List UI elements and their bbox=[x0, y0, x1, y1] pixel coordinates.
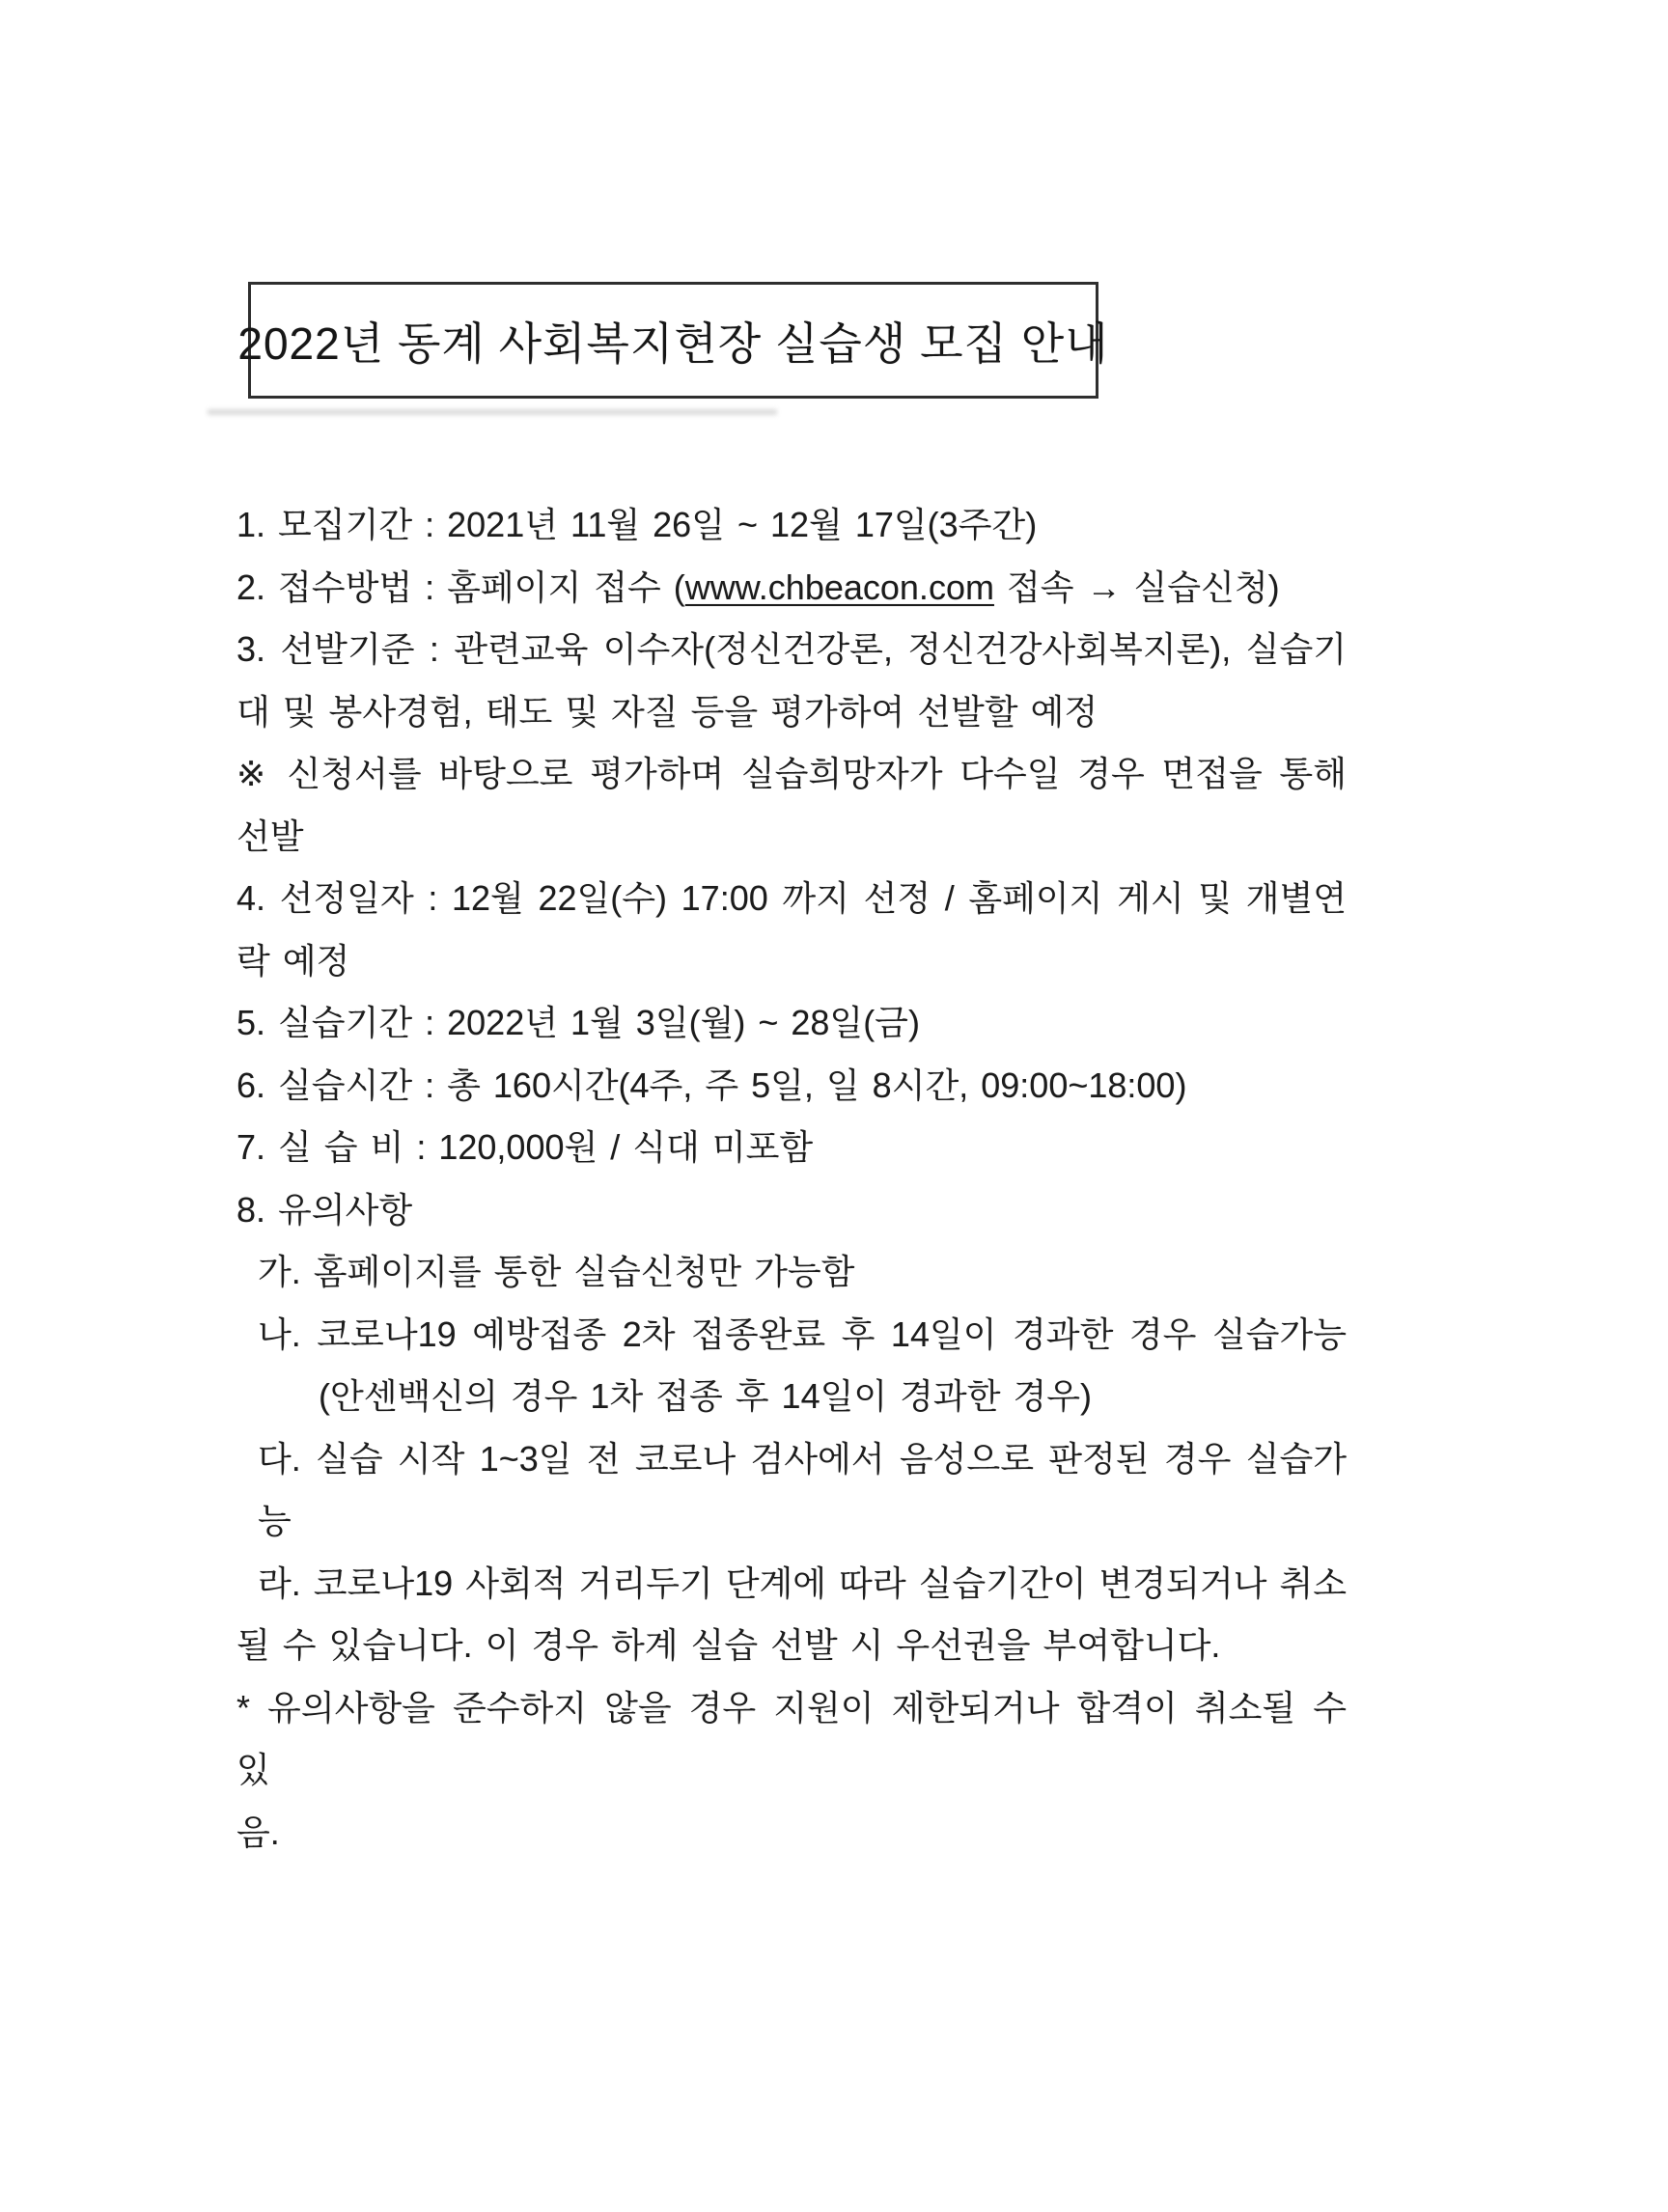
text-line-selection-criteria-wrap: 대 및 봉사경험, 태도 및 자질 등을 평가하여 선발할 예정 bbox=[236, 691, 1098, 732]
text-line-recruit-period: 1. 모집기간 : 2021년 11월 26일 ~ 12월 17일(3주간) bbox=[236, 505, 1038, 544]
text-line-precaution-na: 나. 코로나19 예방접종 2차 접종완료 후 14일이 경과한 경우 실습가능 bbox=[258, 1313, 1347, 1354]
text-line-precaution-na-wrap: (안센백신의 경우 1차 접종 후 14일이 경과한 경우) bbox=[319, 1376, 1093, 1416]
text-line-asterisk-note: * 유의사항을 준수하지 않을 경우 지원이 제한되거나 합격이 취소될 수 있 bbox=[236, 1687, 1360, 1789]
text-line-practice-fee: 7. 실 습 비 : 120,000원 / 식대 미포함 bbox=[236, 1127, 814, 1167]
text-line-precaution-ga: 가. 홈페이지를 통한 실습신청만 가능함 bbox=[258, 1252, 855, 1291]
document-title: 2022년 동계 사회복지현장 실습생 모집 안내 bbox=[237, 318, 1109, 369]
text-line-precaution-ra-wrap: 될 수 있습니다. 이 경우 하계 실습 선발 시 우선권을 부여합니다. bbox=[236, 1625, 1221, 1665]
text-line-apply-method bbox=[236, 557, 1347, 620]
text-line-selection-date-wrap: 락 예정 bbox=[236, 940, 350, 981]
apply-method-prefix: 2. 접수방법 : 홈페이지 접수 ( bbox=[236, 567, 685, 607]
document-body bbox=[236, 494, 1360, 1864]
text-line-asterisk-note-wrap: 음. bbox=[236, 1811, 280, 1852]
title-box bbox=[237, 282, 1109, 399]
text-line-note-interview: ※ 신청서를 바탕으로 평가하며 실습희망자가 다수일 경우 면접을 통해 선발 bbox=[236, 754, 1360, 856]
website-link[interactable]: www.chbeacon.com bbox=[684, 567, 994, 607]
text-line-practice-hours: 6. 실습시간 : 총 160시간(4주, 주 5일, 일 8시간, 09:00~18:00) bbox=[236, 1065, 1187, 1105]
apply-method-suffix: 접속 → 실습신청) bbox=[993, 567, 1280, 607]
text-line-precaution-ra: 라. 코로나19 사회적 거리두기 단계에 따라 실습기간이 변경되거나 취소 bbox=[258, 1562, 1347, 1603]
text-line-precaution-da: 다. 실습 시작 1~3일 전 코로나 검사에서 음성으로 판정된 경우 실습가능 bbox=[258, 1438, 1347, 1540]
text-line-practice-period: 5. 실습기간 : 2022년 1월 3일(월) ~ 28일(금) bbox=[236, 1003, 920, 1042]
text-line-selection-date: 4. 선정일자 : 12월 22일(수) 17:00 까지 선정 / 홈페이지 게시 및 개별연 bbox=[236, 878, 1347, 918]
text-line-selection-criteria: 3. 선발기준 : 관련교육 이수자(정신건강론, 정신건강사회복지론), 실습기 bbox=[236, 629, 1347, 669]
text-line-precautions-heading: 8. 유의사항 bbox=[236, 1189, 413, 1230]
